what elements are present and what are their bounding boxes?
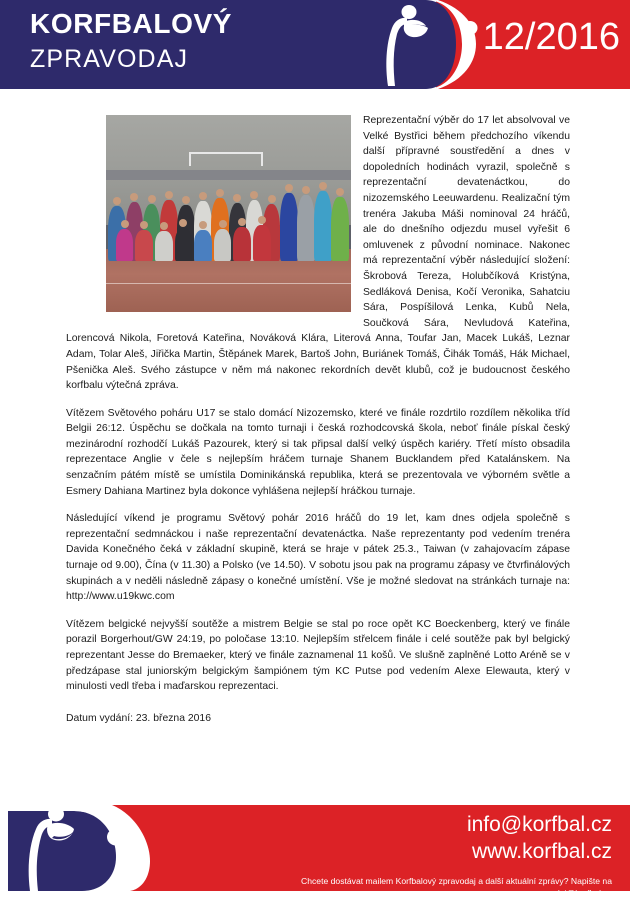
- publication-date: Datum vydání: 23. března 2016: [66, 712, 211, 724]
- photo-crowd: [106, 166, 351, 261]
- article-paragraph-2: Vítězem Světového poháru U17 se stalo domácí Nizozemsko, které ve finále rozdrtilo rozdílem několika tříd Belgii 26:12. Úspěchu se dočkala na tomto turnaji i česká rozhodcovská škola, neboť finále pískal český mezinárodní rozhodčí Lukáš Pazourek, který si tak připsal další velký úspěch kariéry. Třetí místo obsadila reprezentace Anglie v čele s nejlepším hráčem turnaje Shanem Bucklandem před Katalánskem. Na senzačním pátém místě se umístila Dominikánská republika, která se prezentovala ve výborném světle a Esmery Dahiana Martinez byla dokonce vyhlášena nejlepší hráčkou turnaje.: [66, 407, 570, 497]
- masthead-title-secondary: ZPRAVODAJ: [30, 45, 189, 73]
- article-content: [0, 89, 630, 726]
- article-lead-paragraph: Reprezentační výběr do 17 let absolvoval ve Velké Bystřici během předchozího víkendu další přípravné soustředění a dnes v dopoledních hodinách vyrazil, společně s reprezentační devatenáctkou, do nizozemského Leeuwardenu. Realizační tým trenéra Jakuba Máši nominoval 24 hráčů, ale do dnešního odjezdu musel vyřešit 6 omluvenek z původní nominace. Nakonec má reprezentační výběr následující složení: Škrobová Tereza, Holubčíková Kristýna, Sedláková Denisa, Kočí Veronika, Sahatciu Sára, Pospíšilová Lenka, Kubů Nela, Součková Sára, Nevludová Kateřina, Lorencová Nikola, Foretová Kateřina, Nováková Klára, Literová Anna, Toufar Jan, Macek Lukáš, Leznar Adam, Tolar Aleš, Jiřička Martin, Štěpánek Marek, Bartoš John, Buriánek Tomáš, Čihák Tomáš, Hák Michael, Pšenička Aleš. Svého zástupce v něm má nakonec rekordních devět klubů, což je budoucnost českého korfbalu výtečná zpráva.: [66, 115, 570, 392]
- footer-website[interactable]: www.korfbal.cz: [471, 840, 612, 863]
- masthead: [30, 6, 232, 76]
- footer-note-line-1: Chcete dostávat mailem Korfbalový zpravodaj a další aktuální zprávy? Napište na: [301, 876, 612, 886]
- team-photo-gym: [106, 115, 351, 312]
- footer-contact-block: [467, 811, 612, 865]
- article-paragraph-4: Vítězem belgické nejvyšší soutěže a mistrem Belgie se stal po roce opět KC Boeckenberg, který ve finále porazil Borgerhout/GW 24:19, po poločase 13:10. Nejlepším střelcem finále i celé soutěže pak byl belgický reprezentant Jesse do Bremaeker, který ve finále zaznamenal 11 košů. Ve slušně zaplněné Lotto Aréně se v předzápase stal juniorským belgickým šampiónem tým KC Putse pod vedením Alexe Elewauta, který v minulosti vedl třeba i maďarskou reprezentaci.: [66, 618, 570, 693]
- lead-block: [66, 113, 570, 394]
- footer-subscribe-note: [182, 875, 612, 899]
- issue-number: 12/2016: [482, 16, 620, 58]
- masthead-title-primary: KORFBALOVÝ: [30, 8, 232, 39]
- page-header: [0, 0, 630, 89]
- page-body: [0, 89, 630, 805]
- footer-note-line-2[interactable]: zpravodaj@korfbal.cz: [529, 888, 612, 898]
- article-paragraph-3: Následující víkend je programu Světový pohár 2016 hráčů do 19 let, kam dnes odjela společně s reprezentační sedmnáckou i naše reprezentační devatenáctka. Naše reprezentanty pod vedením trenéra Davida Konečného čeká v základní skupině, která se hraje v pátek 25.3., Taiwan (v zahajovacím zápase turnaje od 9.00), Čína (v 11.30) a Polsko (ve 14.50). V sobotu jsou pak na programu zápasy ve čtvrfinálových skupinách a v neděli následně zápasy o konečné umístění. Vše je možné sledovat na stránkách turnaje na: http://www.u19kwc.com: [66, 513, 570, 603]
- footer-email[interactable]: info@korfbal.cz: [466, 813, 612, 836]
- page-footer: [0, 805, 630, 898]
